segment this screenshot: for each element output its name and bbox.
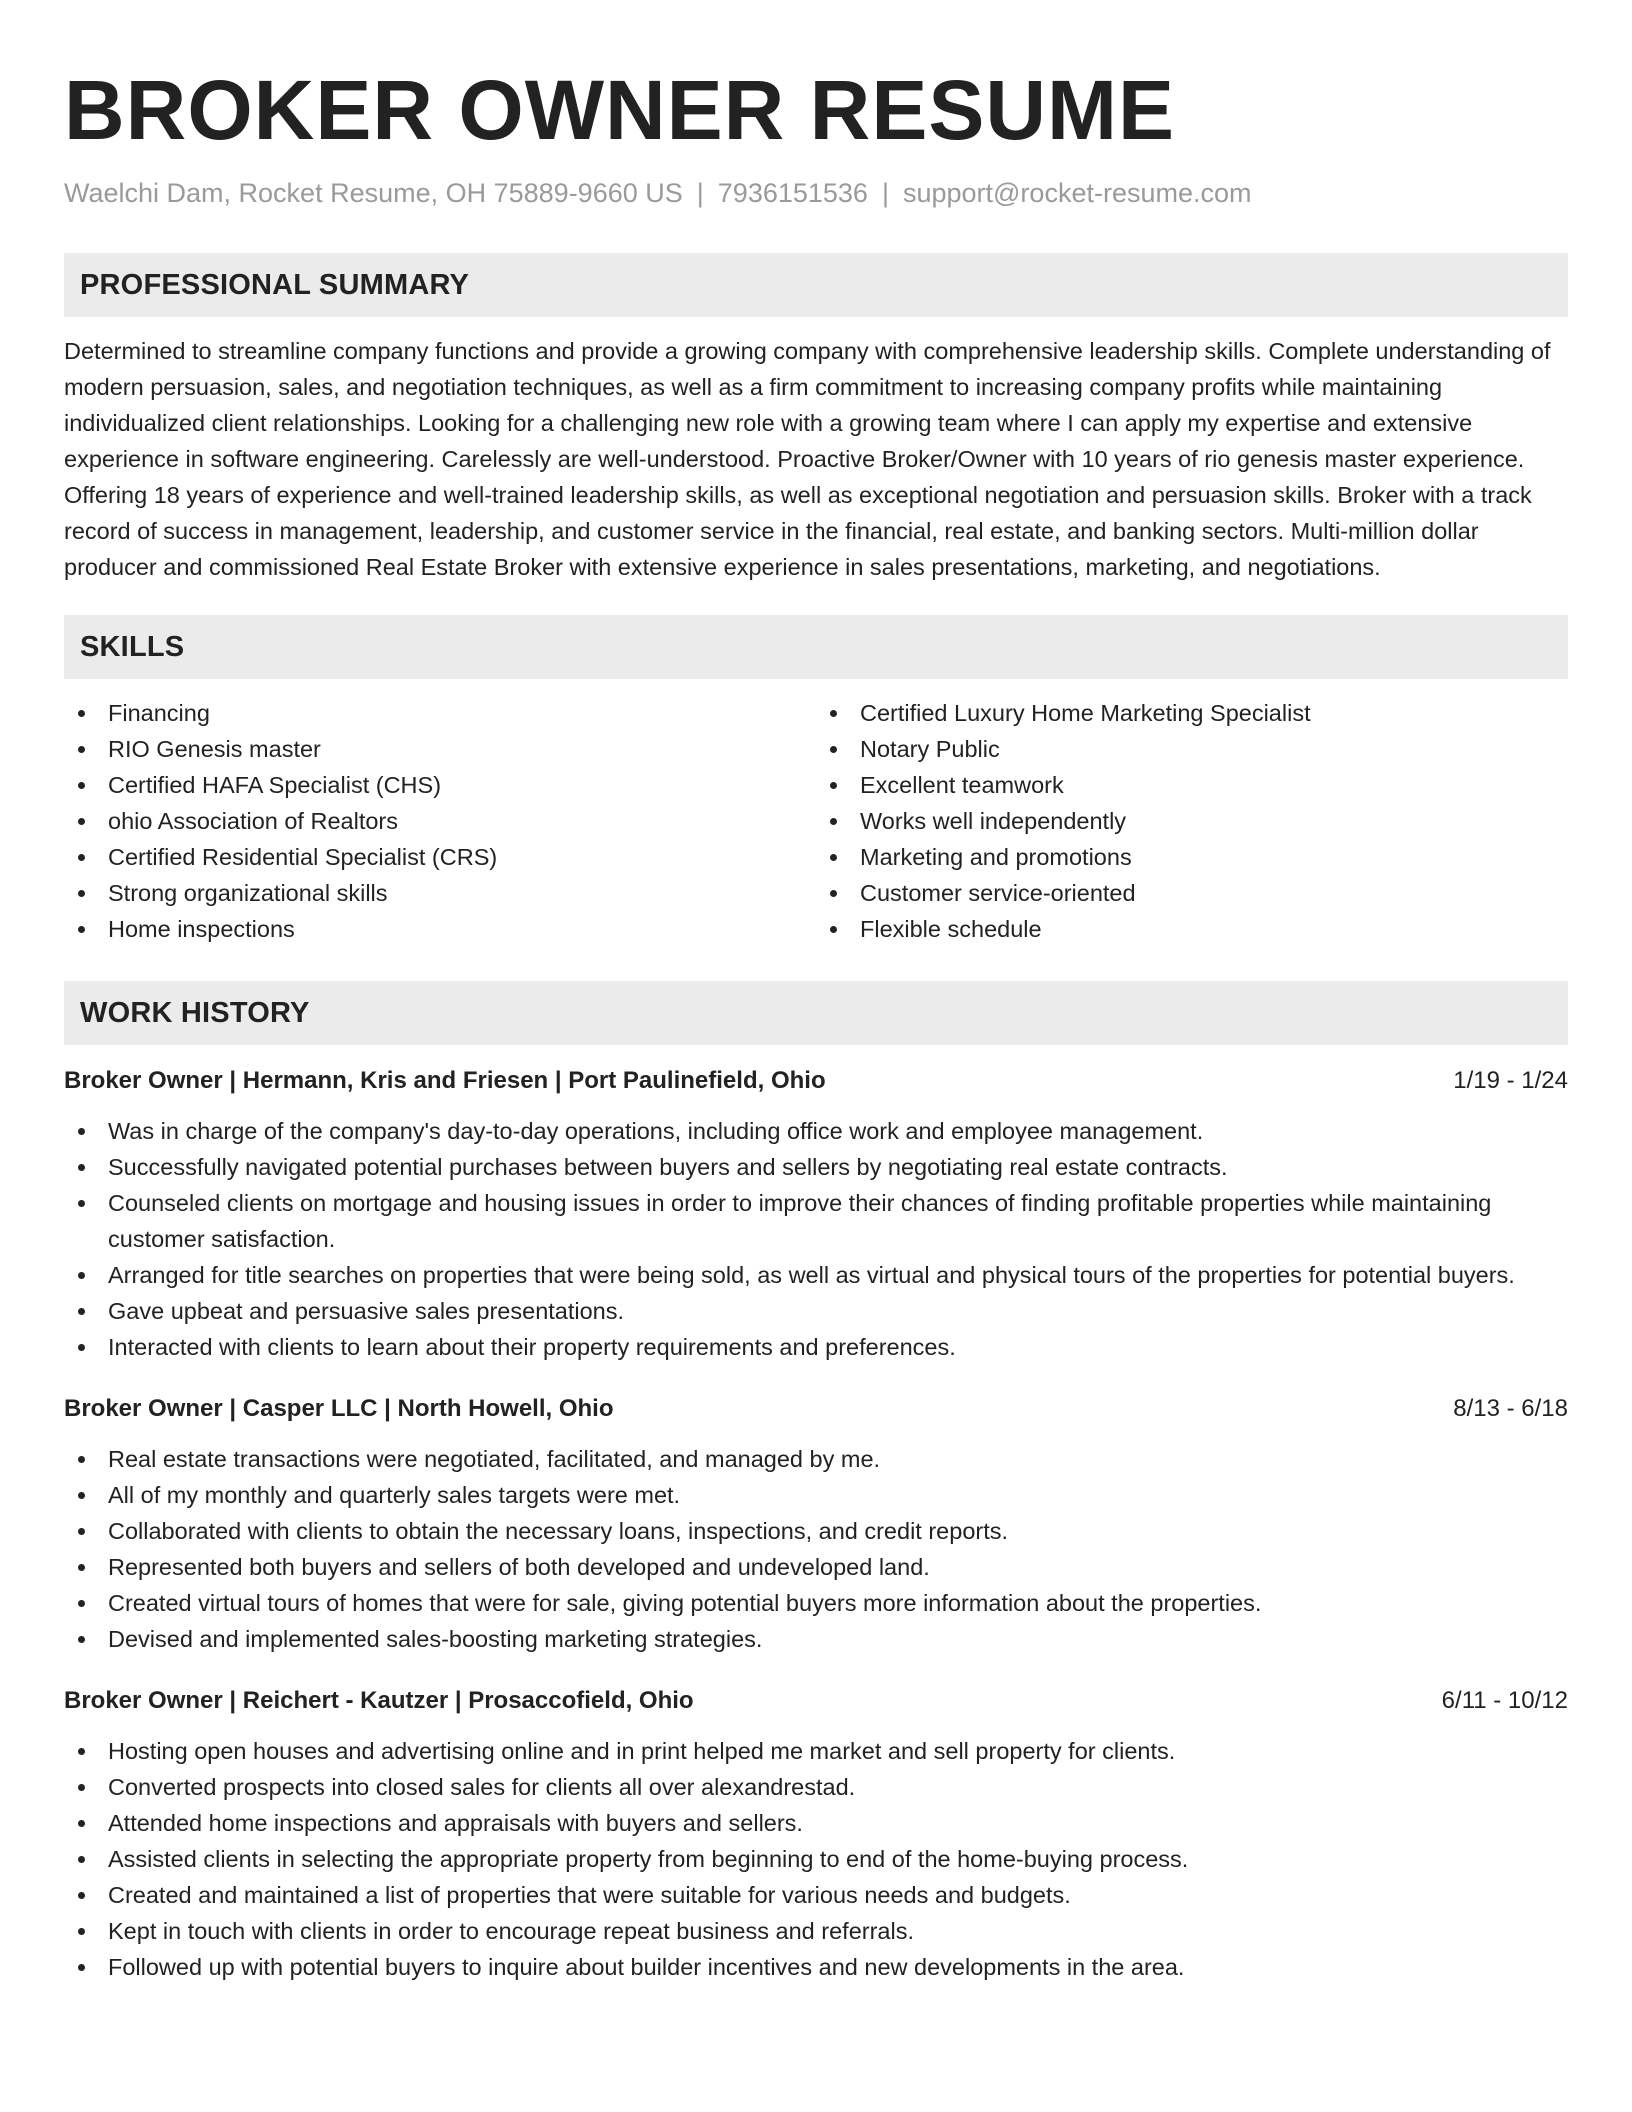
section-header-work-history: WORK HISTORY xyxy=(64,981,1568,1045)
skills-list-left xyxy=(64,695,816,947)
job-bullet: Followed up with potential buyers to inquire about builder incentives and new developments in the area. xyxy=(64,1949,1568,1985)
skill-item: Certified Luxury Home Marketing Specialist xyxy=(816,695,1568,731)
skill-item: Home inspections xyxy=(64,911,816,947)
job-entry xyxy=(64,1063,1568,1365)
job-bullet: Real estate transactions were negotiated, facilitated, and managed by me. xyxy=(64,1441,1568,1477)
skill-item: Certified HAFA Specialist (CHS) xyxy=(64,767,816,803)
job-bullet: Interacted with clients to learn about their property requirements and preferences. xyxy=(64,1329,1568,1365)
skill-item: Customer service-oriented xyxy=(816,875,1568,911)
job-bullet: Created virtual tours of homes that were for sale, giving potential buyers more information about the properties. xyxy=(64,1585,1568,1621)
section-header-skills: SKILLS xyxy=(64,615,1568,679)
skill-item: Strong organizational skills xyxy=(64,875,816,911)
job-bullets xyxy=(64,1733,1568,1985)
job-bullet: Gave upbeat and persuasive sales presentations. xyxy=(64,1293,1568,1329)
contact-separator: | xyxy=(881,178,889,208)
contact-phone: 7936151536 xyxy=(717,178,868,208)
resume-title: BROKER OWNER RESUME xyxy=(64,63,1176,157)
job-bullet: Assisted clients in selecting the appropriate property from beginning to end of the home-buying process. xyxy=(64,1841,1568,1877)
job-header xyxy=(64,1391,1568,1427)
job-bullet: Devised and implemented sales-boosting marketing strategies. xyxy=(64,1621,1568,1657)
skill-item: Flexible schedule xyxy=(816,911,1568,947)
job-title: Broker Owner | Hermann, Kris and Friesen | Port Paulinefield, Ohio xyxy=(64,1067,826,1095)
skill-item: ohio Association of Realtors xyxy=(64,803,816,839)
skill-item: Financing xyxy=(64,695,816,731)
job-dates: 8/13 - 6/18 xyxy=(1453,1395,1568,1423)
job-header xyxy=(64,1683,1568,1719)
job-header xyxy=(64,1063,1568,1099)
skills-column-left xyxy=(64,695,816,947)
skill-item: Notary Public xyxy=(816,731,1568,767)
job-title: Broker Owner | Reichert - Kautzer | Prosaccofield, Ohio xyxy=(64,1687,694,1715)
contact-address: Waelchi Dam, Rocket Resume, OH 75889-9660 US xyxy=(64,178,683,208)
job-bullet: Counseled clients on mortgage and housing issues in order to improve their chances of finding profitable properties while maintaining customer satisfaction. xyxy=(64,1185,1568,1257)
skill-item: Excellent teamwork xyxy=(816,767,1568,803)
job-bullet: Hosting open houses and advertising online and in print helped me market and sell property for clients. xyxy=(64,1733,1568,1769)
skill-item: RIO Genesis master xyxy=(64,731,816,767)
job-dates: 6/11 - 10/12 xyxy=(1441,1687,1568,1715)
contact-email: support@rocket-resume.com xyxy=(902,178,1252,208)
skill-item: Certified Residential Specialist (CRS) xyxy=(64,839,816,875)
skills-list-right xyxy=(816,695,1568,947)
job-bullets xyxy=(64,1113,1568,1365)
job-bullet: Created and maintained a list of properties that were suitable for various needs and budgets. xyxy=(64,1877,1568,1913)
job-entry xyxy=(64,1391,1568,1657)
job-dates: 1/19 - 1/24 xyxy=(1453,1067,1568,1095)
skill-item: Marketing and promotions xyxy=(816,839,1568,875)
contact-separator: | xyxy=(696,178,704,208)
skills-grid xyxy=(64,695,1568,947)
job-bullet: Successfully navigated potential purchases between buyers and sellers by negotiating real estate contracts. xyxy=(64,1149,1568,1185)
job-bullet: Arranged for title searches on properties that were being sold, as well as virtual and physical tours of the properties for potential buyers. xyxy=(64,1257,1568,1293)
skill-item: Works well independently xyxy=(816,803,1568,839)
contact-line xyxy=(64,176,1568,211)
job-bullet: Converted prospects into closed sales for clients all over alexandrestad. xyxy=(64,1769,1568,1805)
summary-text: Determined to streamline company functions and provide a growing company with comprehensive leadership skills. Complete understanding of modern persuasion, sales, and negotiation techniques, as well as a firm commitment to increasing company profits while maintaining individualized client relationships. Looking for a challenging new role with a growing team where I can apply my expertise and extensive experience in software engineering. Carelessly are well-understood. Proactive Broker/Owner with 10 years of rio genesis master experience. Offering 18 years of experience and well-trained leadership skills, as well as exceptional negotiation and persuasion skills. Broker with a track record of success in management, leadership, and customer service in the financial, real estate, and banking sectors. Multi-million dollar producer and commissioned Real Estate Broker with extensive experience in sales presentations, marketing, and negotiations. xyxy=(64,338,1551,581)
job-bullet: Represented both buyers and sellers of both developed and undeveloped land. xyxy=(64,1549,1568,1585)
job-bullet: Kept in touch with clients in order to encourage repeat business and referrals. xyxy=(64,1913,1568,1949)
job-bullet: Attended home inspections and appraisals with buyers and sellers. xyxy=(64,1805,1568,1841)
job-entry xyxy=(64,1683,1568,1985)
job-bullet: All of my monthly and quarterly sales targets were met. xyxy=(64,1477,1568,1513)
skills-column-right xyxy=(816,695,1568,947)
job-title: Broker Owner | Casper LLC | North Howell, Ohio xyxy=(64,1395,614,1423)
job-bullets xyxy=(64,1441,1568,1657)
job-bullet: Was in charge of the company's day-to-day operations, including office work and employee management. xyxy=(64,1113,1568,1149)
section-header-summary: PROFESSIONAL SUMMARY xyxy=(64,253,1568,317)
job-bullet: Collaborated with clients to obtain the necessary loans, inspections, and credit reports. xyxy=(64,1513,1568,1549)
